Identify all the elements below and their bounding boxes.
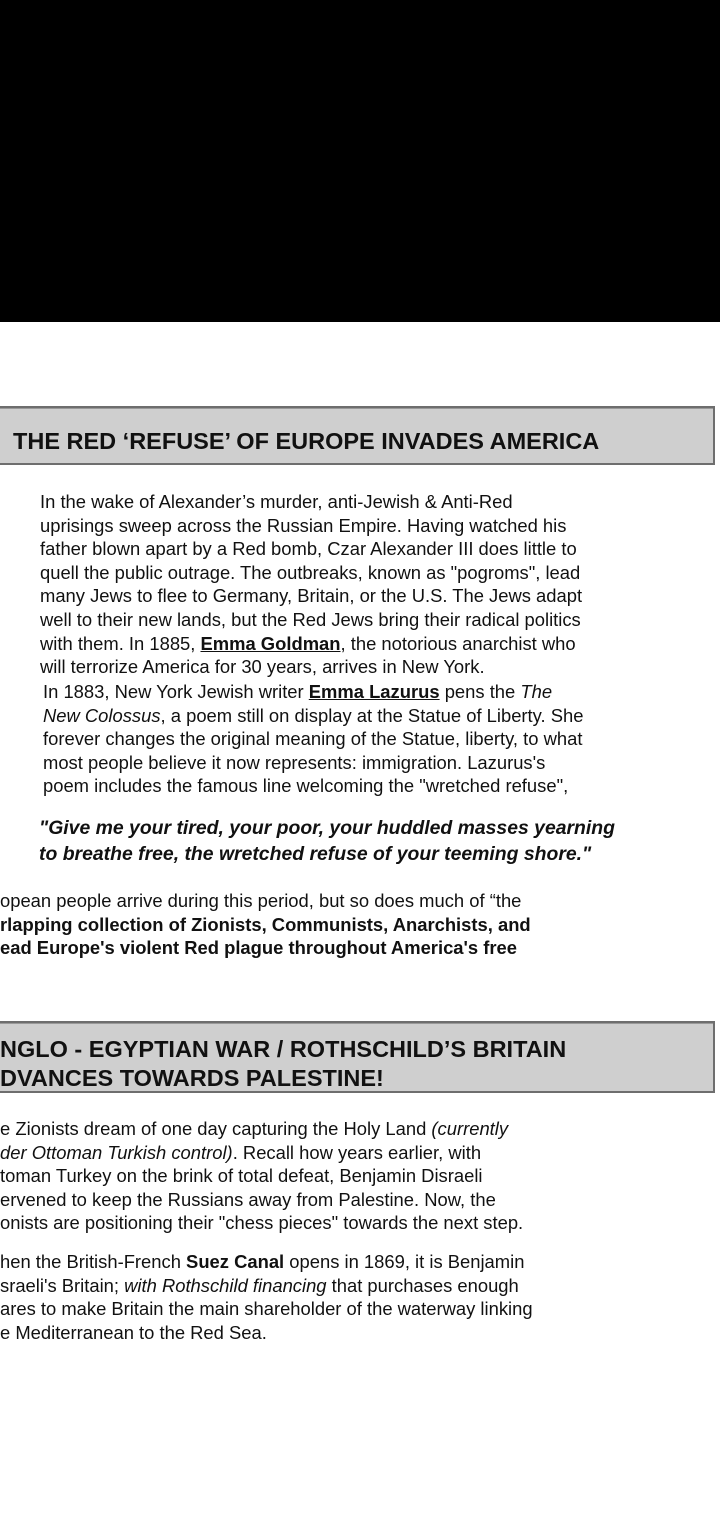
emma-goldman-link[interactable]: Emma Goldman [200,632,341,654]
section-heading-anglo-egyptian-war: NGLO - EGYPTIAN WAR / ROTHSCHILD’S BRITAIN DVANCES TOWARDS PALESTINE! [0,1021,715,1093]
section-heading-red-refuse [0,406,715,465]
paragraph-lazurus: In 1883, New York Jewish writer Emma Lazurus pens the The New Colossus, a poem still on display at the Statue of Liberty. She forever changes the original meaning of the Statue, liberty, to what most people believe it now represents: immigration. Lazurus's poem includes the famous line welcoming the "wretched refuse", [43,681,584,797]
paragraph-red-plague: opean people arrive during this period, but so does much of “the rlapping collection of Zionists, Communists, Anarchists, and ead Europe's violent Red plague throughout America's free [0,890,531,959]
emma-lazurus-link[interactable]: Emma Lazurus [308,681,440,702]
paragraph-zionists-dream: e Zionists dream of one day capturing the Holy Land (currently der Ottoman Turkish control). Recall how years earlier, with toman Turkey on the brink of total defeat, Benjamin Disraeli ervened to keep the Russians away from Palestine. Now, the onists are positioning their "chess pieces" towards the next step. [0,1118,524,1234]
heading-text: THE RED ‘REFUSE’ OF EUROPE INVADES AMERICA [13,428,600,454]
quote-new-colossus: "Give me your tired, your poor, your huddled masses yearning to breathe free, the wretched refuse of your teeming shore." [39,817,615,865]
paragraph-suez-canal: hen the British-French Suez Canal opens in 1869, it is Benjamin sraeli's Britain; with Rothschild financing that purchases enough ares to make Britain the main shareholder of the waterway linking e Mediterranean to the Red Sea. [0,1251,533,1343]
paragraph-pogroms: In the wake of Alexander’s murder, anti-Jewish & Anti-Red uprisings sweep across the Russian Empire. Having watched his father blown apart by a Red bomb, Czar Alexander III does little to quell the public outrage. The outbreaks, known as "pogroms", lead many Jews to flee to Germany, Britain, or the U.S. The Jews adapt well to their new lands, but the Red Jews bring their radical politics with them. In 1885, Emma Goldman, the notorious anarchist who will terrorize America for 30 years, arrives in New York. [40,491,583,678]
black-redaction-area [0,0,720,322]
